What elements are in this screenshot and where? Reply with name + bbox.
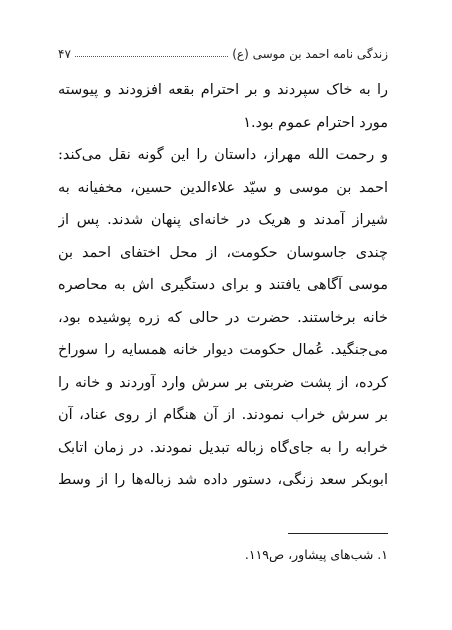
footnote-separator	[288, 533, 388, 534]
text-line: را به خاک سپردند و بر احترام بقعه افزودند و پیوسته	[58, 82, 388, 98]
text-line: بر سرش خراب نمودند. از آن هنگام از روی عناد، آن	[58, 407, 388, 423]
text-line: ابوبکر سعد زنگی، دستور داده شد زباله‌ها را از وسط	[58, 472, 388, 488]
text-line: خرابه را به جای‌گاه زباله تبدیل نمودند. در زمان اتابک	[58, 439, 388, 456]
body-text	[58, 74, 388, 497]
text-line: خانه برخاستند. حضرت در حالی که زره پوشیده بود،	[58, 309, 388, 326]
text-line: احمد بن موسی و سیّد علاءالدین حسین، مخفیانه به	[58, 179, 388, 196]
text-line: و رحمت الله مهراز، داستان را این گونه نقل می‌کند:	[58, 147, 388, 163]
text-line: چندی جاسوسان حکومت، از محل اختفای احمد بن	[58, 244, 388, 261]
page-header	[58, 44, 388, 64]
dotted-leader	[75, 56, 228, 57]
text-line: می‌جنگید. عُمال حکومت دیوار خانه همسایه را سوراخ	[58, 342, 388, 358]
page-number: ۴۷	[58, 47, 71, 61]
footnote: ۱. شب‌های پیشاور، ص۱۱۹.	[244, 547, 388, 562]
text-line: شیراز آمدند و هریک در خانه‌ای پنهان شدند. پس از	[58, 212, 388, 228]
text-line: مورد احترام عموم بود.۱	[243, 114, 388, 131]
text-line: موسی آگاهی یافتند و برای دستگیری اش به محاصره	[58, 277, 388, 293]
running-title: زندگی نامه احمد بن موسی (ع)	[232, 47, 388, 61]
text-line: کرده، از پشت ضربتی بر سرش وارد آوردند و خانه را	[58, 374, 388, 391]
